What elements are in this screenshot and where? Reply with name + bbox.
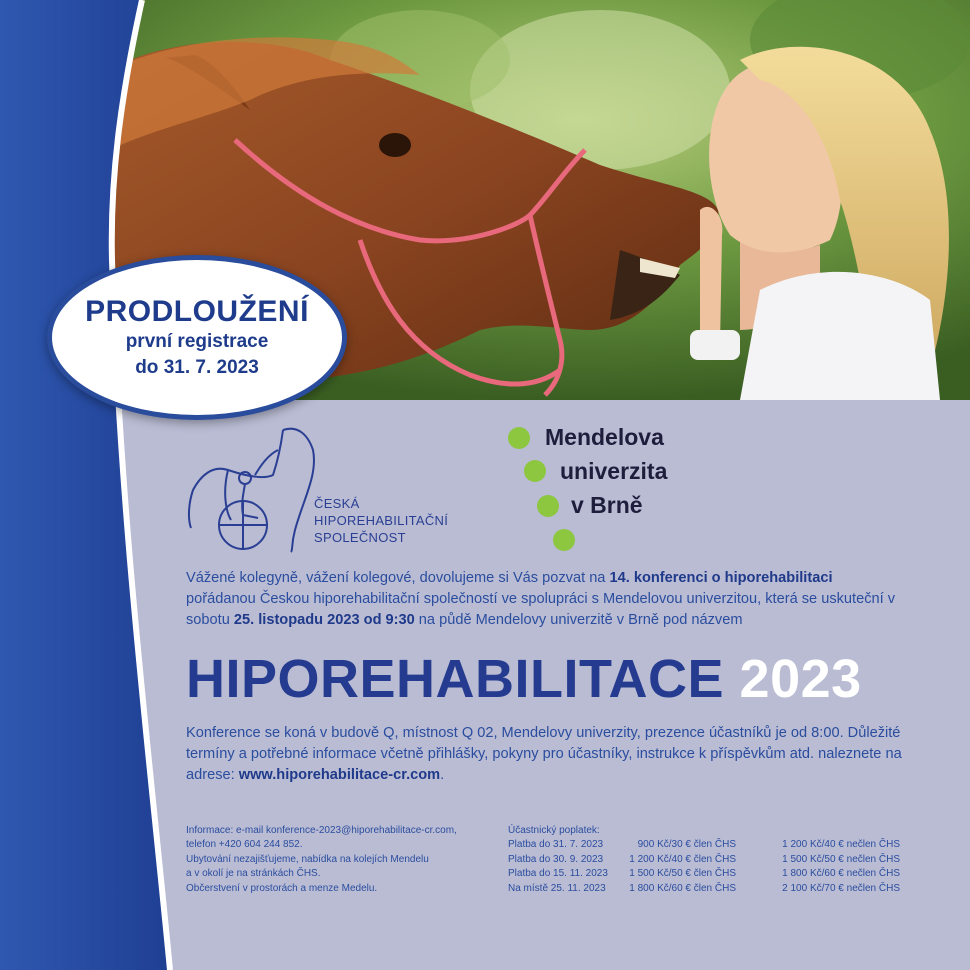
fee-label: Platba do 30. 9. 2023 <box>508 853 604 865</box>
badge-line-registration: první registrace <box>125 330 269 352</box>
table-row <box>508 867 900 881</box>
info-line-accommodation-2: a v okolí je na stránkách ČHS. <box>186 868 321 880</box>
event-title <box>186 648 862 710</box>
website-link[interactable]: www.hiporehabilitace-cr.com <box>238 767 441 783</box>
fee-member: 1 500 Kč/50 € člen ČHS <box>629 868 736 880</box>
contact-info <box>186 824 506 896</box>
badge-line-date: do 31. 7. 2023 <box>135 356 259 378</box>
green-dot-4 <box>553 529 575 551</box>
fee-nonmember: 1 200 Kč/40 € nečlen ČHS <box>782 839 900 851</box>
table-row <box>508 853 900 867</box>
intro-text-3: na půdě Mendelovy univerzitě v Brně pod názvem <box>414 612 743 628</box>
mendel-line-1: Mendelova <box>545 424 664 450</box>
invitation-paragraph <box>186 568 906 631</box>
details-text: Konference se koná v budově Q, místnost Q 02, Mendelovy univerzity, prezence účastníků je od 8:00. Důležité termíny a potřebné informace včetně přihlášky, pokyny pro účastníky, instrukce k příspěvkům atd. naleznete na adrese: <box>186 725 902 783</box>
mendel-line-2: univerzita <box>560 458 668 484</box>
intro-conference-name: 14. konferenci o hiporehabilitaci <box>609 570 833 586</box>
chs-line-1: ČESKÁ <box>314 496 360 511</box>
fee-member: 900 Kč/30 € člen ČHS <box>637 839 736 851</box>
fee-nonmember: 1 800 Kč/60 € nečlen ČHS <box>782 868 900 880</box>
fees-table-block <box>508 824 908 896</box>
fee-label: Platba do 15. 11. 2023 <box>508 868 608 880</box>
green-dot-2 <box>524 460 546 482</box>
title-year: 2023 <box>739 649 862 709</box>
details-paragraph <box>186 723 916 786</box>
fee-nonmember: 1 500 Kč/50 € nečlen ČHS <box>782 853 900 865</box>
fee-label: Platba do 31. 7. 2023 <box>508 839 604 851</box>
intro-text-1: Vážené kolegyně, vážení kolegové, dovolujeme si Vás pozvat na <box>186 570 610 586</box>
fee-nonmember: 2 100 Kč/70 € nečlen ČHS <box>782 882 900 894</box>
info-line-phone: telefon +420 604 244 852. <box>186 839 303 851</box>
mendel-university-logo <box>505 420 725 560</box>
table-row <box>508 838 900 852</box>
fees-table <box>508 838 900 896</box>
chs-line-2: HIPOREHABILITAČNÍ <box>314 513 449 528</box>
fee-member: 1 800 Kč/60 € člen ČHS <box>629 882 736 894</box>
table-row <box>508 882 900 896</box>
mendel-line-3: v Brně <box>571 492 643 518</box>
chs-line-3: SPOLEČNOST <box>314 530 406 545</box>
fees-heading: Účastnický poplatek: <box>508 825 600 836</box>
fee-member: 1 200 Kč/40 € člen ČHS <box>629 853 736 865</box>
info-line-email: Informace: e-mail konference-2023@hiporehabilitace-cr.com, <box>186 825 457 836</box>
intro-date: 25. listopadu 2023 od 9:30 <box>233 612 415 628</box>
badge-headline: PRODLOUŽENÍ <box>85 294 309 328</box>
info-line-refreshments: Občerstvení v prostorách a menze Medelu. <box>186 882 378 894</box>
green-dot-3 <box>537 495 559 517</box>
fee-label: Na místě 25. 11. 2023 <box>508 882 606 894</box>
extension-badge <box>47 255 347 420</box>
title-word: HIPOREHABILITACE <box>186 649 725 709</box>
info-line-accommodation: Ubytování nezajišťujeme, nabídka na kolejích Mendelu <box>186 853 429 865</box>
green-dot-1 <box>508 427 530 449</box>
intro-text-2: pořádanou Českou hiporehabilitační společností ve spolupráci s Mendelovou univerzitou, která se uskuteční v sobotu <box>186 591 896 628</box>
details-end: . <box>440 767 445 783</box>
chs-name <box>314 495 448 546</box>
